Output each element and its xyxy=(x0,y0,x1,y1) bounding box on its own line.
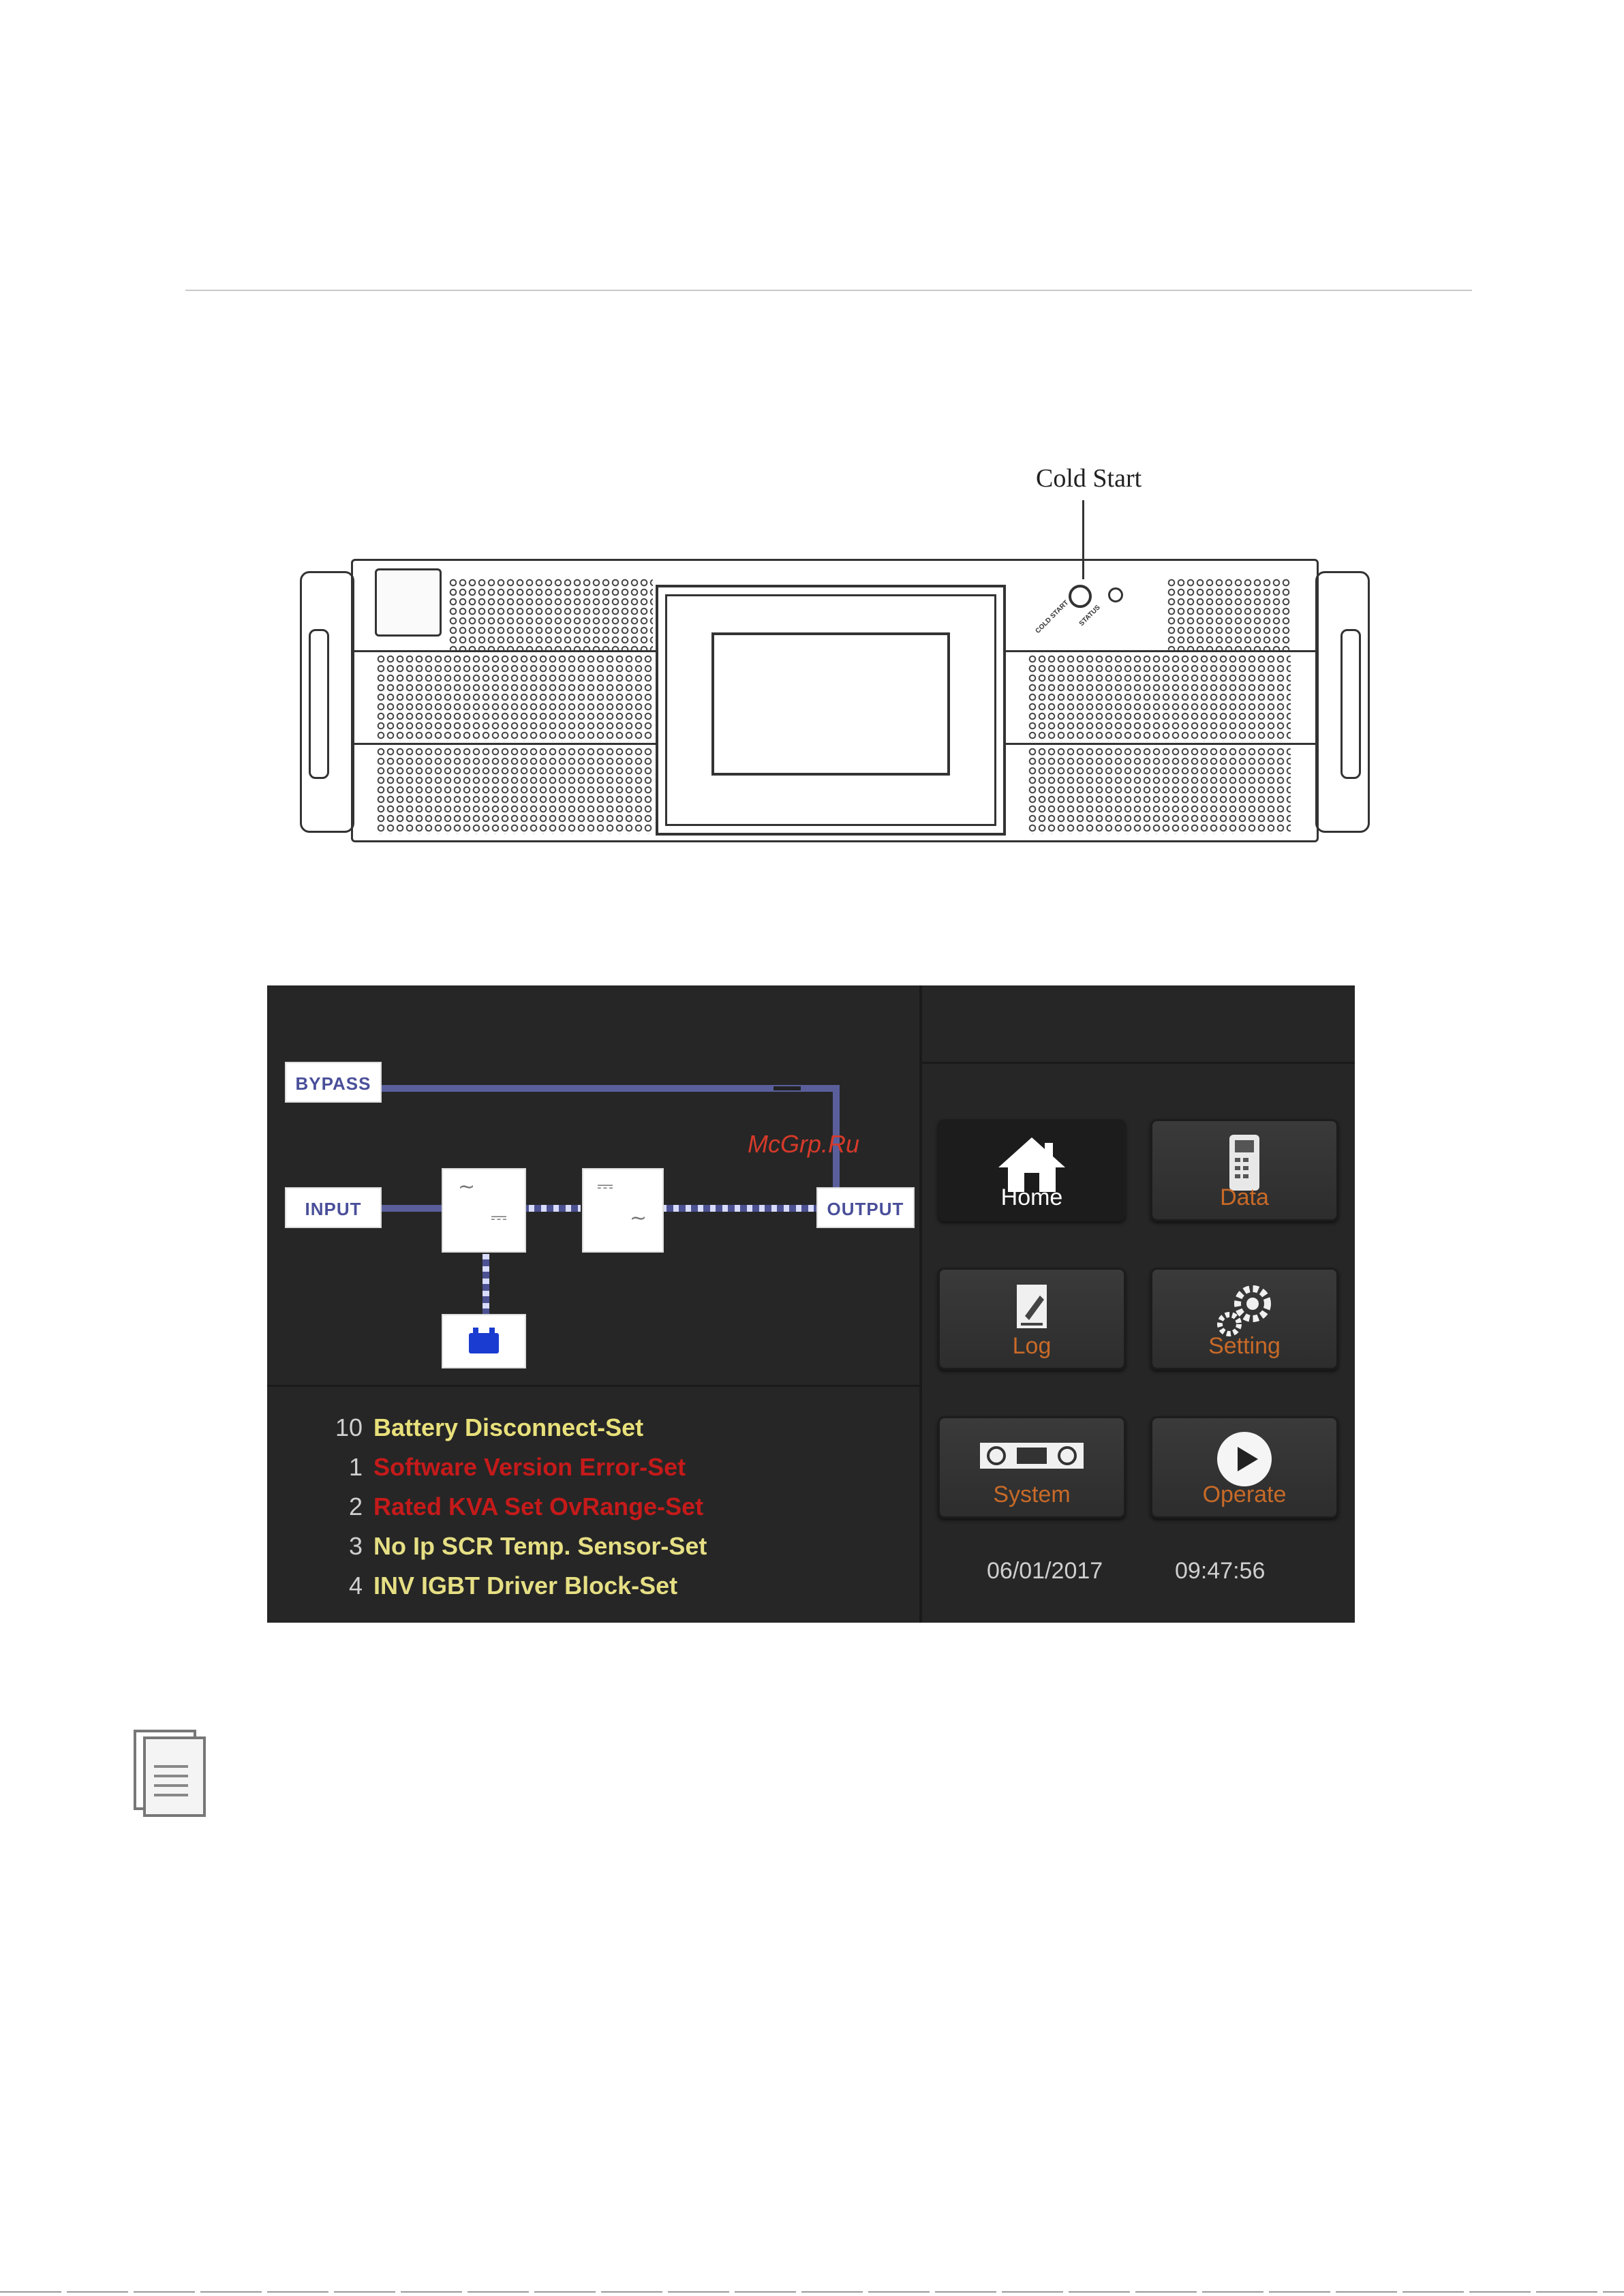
battery-icon xyxy=(469,1333,499,1353)
setting-button[interactable] xyxy=(1150,1268,1338,1370)
rack-ear-left xyxy=(300,571,354,833)
alarm-text: Software Version Error-Set xyxy=(373,1453,686,1481)
vent-grille xyxy=(376,747,653,834)
panel-seam xyxy=(1006,743,1319,745)
rectifier-block[interactable] xyxy=(442,1168,526,1253)
handle-right xyxy=(1340,629,1361,779)
log-button[interactable] xyxy=(938,1268,1126,1370)
home-button[interactable] xyxy=(938,1119,1126,1221)
operate-icon xyxy=(1216,1430,1273,1488)
input-label: INPUT xyxy=(285,1187,382,1228)
alarm-row xyxy=(322,1448,707,1487)
operate-label: Operate xyxy=(1202,1482,1287,1507)
page-line xyxy=(154,1765,188,1768)
alarm-row xyxy=(322,1566,707,1606)
ac-wave-icon: ∼ xyxy=(630,1207,647,1229)
home-label: Home xyxy=(1000,1184,1063,1210)
time-display: 09:47:56 xyxy=(1175,1558,1266,1584)
section-divider xyxy=(185,290,1472,291)
page-line xyxy=(154,1794,188,1796)
system-button[interactable] xyxy=(938,1416,1126,1518)
vent-grille xyxy=(1028,654,1291,741)
battery-block[interactable] xyxy=(442,1314,526,1368)
alarm-number: 10 xyxy=(335,1413,363,1441)
ups-front-panel xyxy=(300,557,1370,844)
footer-rule xyxy=(0,2291,1624,2293)
panel-seam xyxy=(351,650,656,652)
power-switch[interactable] xyxy=(375,568,442,637)
inverter-block[interactable] xyxy=(582,1168,664,1253)
alarm-text: INV IGBT Driver Block-Set xyxy=(373,1572,678,1599)
alarm-text: No Ip SCR Temp. Sensor-Set xyxy=(373,1532,707,1560)
handle-left xyxy=(309,629,329,779)
panel-seam xyxy=(351,743,656,745)
alarm-number: 2 xyxy=(348,1493,363,1520)
bypass-line xyxy=(382,1085,840,1092)
data-button[interactable] xyxy=(1150,1119,1338,1221)
bypass-switch xyxy=(773,1086,801,1090)
vent-grille xyxy=(448,578,653,650)
operate-button[interactable] xyxy=(1150,1416,1338,1518)
log-icon xyxy=(1010,1282,1054,1336)
pane-divider xyxy=(922,1062,1355,1064)
alarm-number: 3 xyxy=(348,1532,363,1560)
rack-ear-right xyxy=(1315,571,1370,833)
alarm-text: Rated KVA Set OvRange-Set xyxy=(373,1493,704,1520)
battery-line xyxy=(482,1254,489,1317)
vent-grille xyxy=(376,654,653,741)
data-icon xyxy=(1224,1133,1265,1192)
panel-seam xyxy=(1006,650,1319,652)
pane-divider xyxy=(919,985,922,1623)
cold-start-button[interactable] xyxy=(1069,585,1092,608)
data-label: Data xyxy=(1220,1184,1269,1210)
page-line xyxy=(154,1784,188,1787)
page-line xyxy=(154,1775,188,1777)
system-icon xyxy=(977,1430,1086,1471)
setting-label: Setting xyxy=(1208,1333,1281,1359)
bypass-label: BYPASS xyxy=(285,1062,382,1103)
setting-icon xyxy=(1210,1282,1278,1341)
inverter-output-line xyxy=(661,1205,818,1212)
alarm-number: 4 xyxy=(348,1572,363,1599)
output-label: OUTPUT xyxy=(816,1187,915,1228)
status-led xyxy=(1108,587,1123,602)
dc-line-icon: ⎓ xyxy=(491,1206,507,1229)
alarm-row xyxy=(322,1527,707,1566)
hmi-screen xyxy=(267,985,1355,1623)
date-display: 06/01/2017 xyxy=(987,1558,1103,1584)
alarm-list xyxy=(322,1408,707,1606)
watermark: McGrp.Ru xyxy=(748,1130,860,1158)
status-tiny-label: STATUS xyxy=(1077,603,1102,628)
ac-wave-icon: ∼ xyxy=(458,1176,476,1198)
system-label: System xyxy=(993,1482,1071,1507)
log-label: Log xyxy=(1012,1333,1052,1359)
alarm-row xyxy=(322,1408,707,1448)
cold-start-tiny-label: COLD START xyxy=(1034,599,1071,635)
cold-start-callout: Cold Start xyxy=(1036,464,1142,493)
dc-line-icon: ⎓ xyxy=(597,1175,613,1197)
alarm-text: Battery Disconnect-Set xyxy=(373,1413,644,1441)
vent-grille xyxy=(1028,747,1291,834)
lcd-screen xyxy=(711,632,950,776)
alarm-number: 1 xyxy=(348,1453,363,1481)
vent-grille xyxy=(1167,578,1291,650)
note-icon xyxy=(134,1730,207,1817)
alarm-row xyxy=(322,1487,707,1527)
pane-divider xyxy=(267,1385,919,1387)
